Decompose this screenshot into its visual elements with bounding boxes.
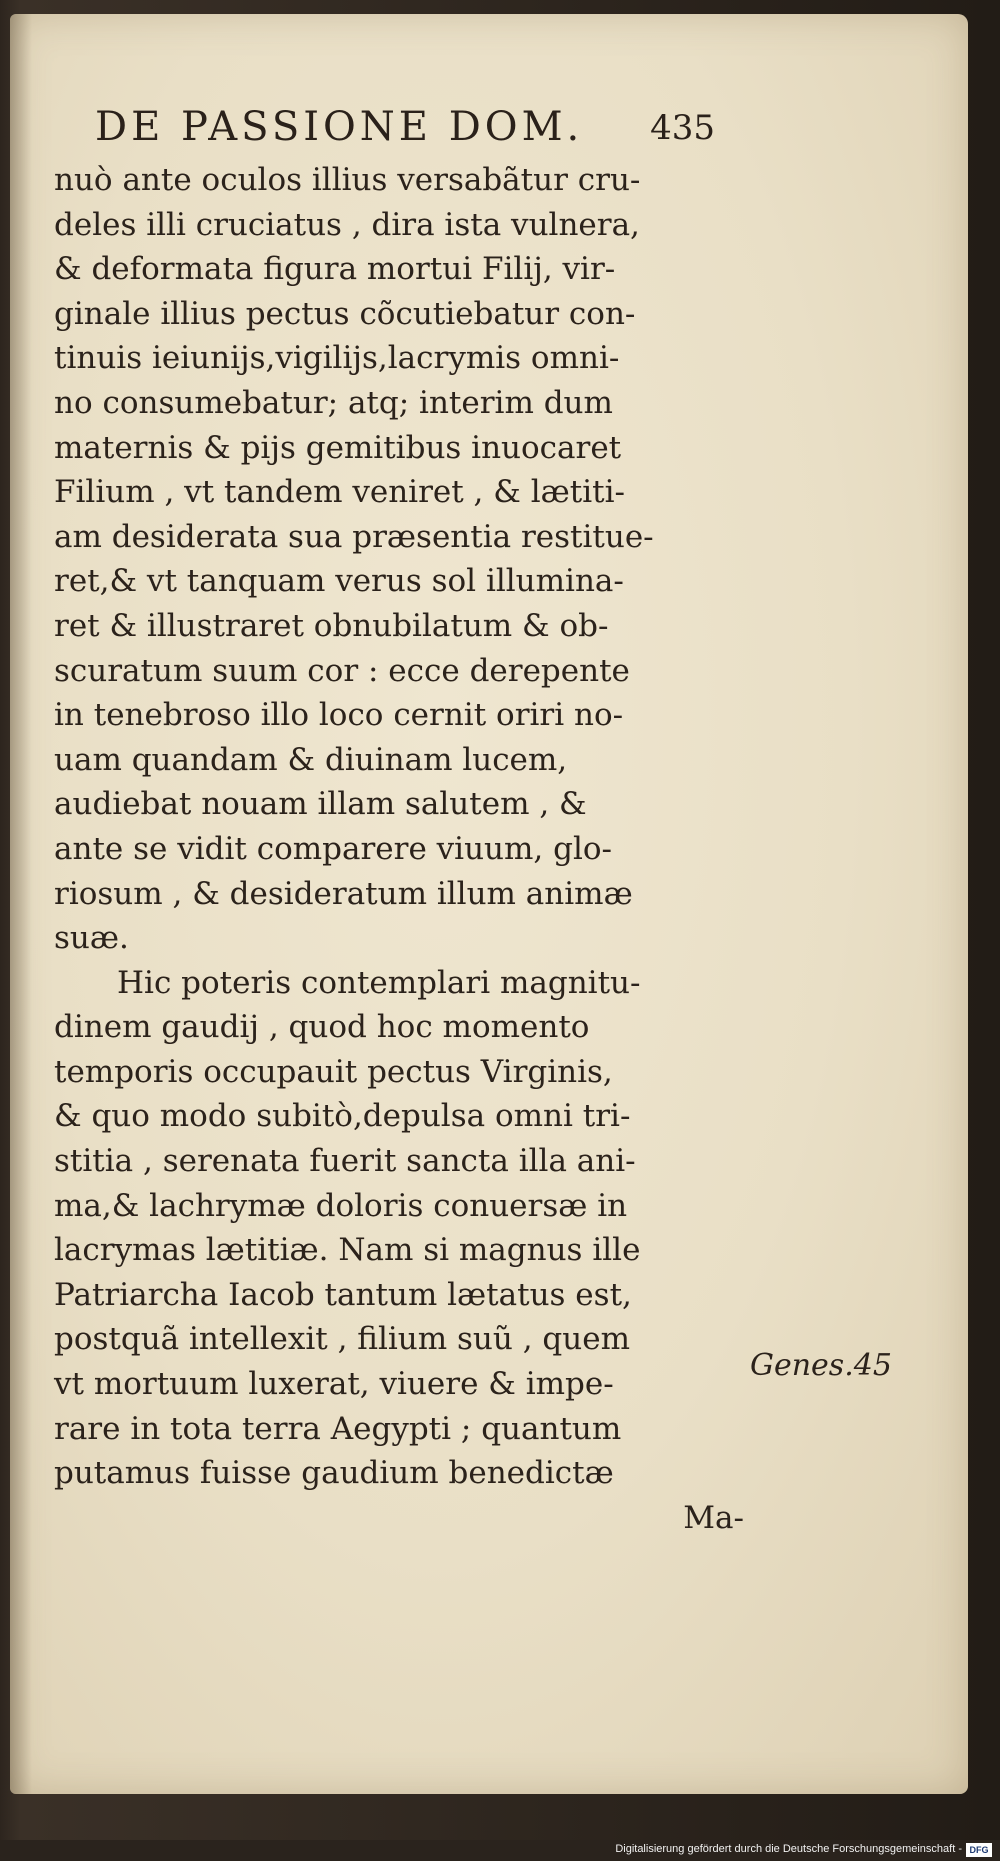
text-line: rare in tota terra Aegypti ; quantum bbox=[54, 1410, 622, 1447]
text-line: suæ. bbox=[54, 920, 129, 957]
text-line: nuò ante oculos illius versabãtur cru- bbox=[54, 162, 641, 198]
running-title: DE PASSIONE DOM. bbox=[95, 104, 584, 150]
text-line: vt mortuum luxerat, viuere & impe- bbox=[54, 1366, 614, 1403]
text-line: in tenebroso illo loco cernit oriri no- bbox=[54, 697, 624, 734]
digitization-credit: Digitalisierung gefördert durch die Deutsche Forschungsgemeinschaft - bbox=[615, 1843, 962, 1855]
text-line: deles illi cruciatus , dira ista vulnera, bbox=[54, 206, 640, 243]
running-header bbox=[95, 104, 715, 154]
text-line: uam quandam & diuinam lucem, bbox=[54, 741, 568, 778]
text-line: dinem gaudij , quod hoc momento bbox=[54, 1009, 590, 1046]
catchword: Ma- bbox=[683, 1499, 744, 1536]
paragraph-first-line: Hic poteris contemplari magnitu- bbox=[117, 964, 641, 1001]
text-line: Filium , vt tandem veniret , & lætiti- bbox=[54, 474, 625, 511]
text-line: ret & illustraret obnubilatum & ob- bbox=[54, 607, 609, 644]
text-line: ginale illius pectus cõcutiebatur con- bbox=[54, 295, 636, 332]
page-gutter-shadow bbox=[10, 14, 32, 1794]
text-line: lacrymas lætitiæ. Nam si magnus ille bbox=[54, 1232, 641, 1269]
dfg-logo: DFG bbox=[966, 1843, 992, 1857]
text-line: putamus fuisse gaudium benedictæ bbox=[54, 1455, 614, 1492]
text-line: no consumebatur; atq; interim dum bbox=[54, 384, 613, 421]
text-line: Patriarcha Iacob tantum lætatus est, bbox=[54, 1276, 632, 1313]
text-line: ante se vidit comparere viuum, glo- bbox=[54, 830, 612, 867]
text-line: ma,& lachrymæ doloris conuersæ in bbox=[54, 1187, 628, 1224]
text-line: ret,& vt tanquam verus sol illumina- bbox=[54, 563, 624, 600]
text-line: am desiderata sua præsentia restitue- bbox=[54, 518, 654, 555]
text-line: & quo modo subitò,depulsa omni tri- bbox=[54, 1098, 631, 1135]
text-line: postquã intellexit , filium suũ , quem bbox=[54, 1321, 630, 1358]
text-line: maternis & pijs gemitibus inuocaret bbox=[54, 429, 622, 466]
text-line: audiebat nouam illam salutem , & bbox=[54, 786, 587, 823]
main-text bbox=[54, 158, 744, 1540]
text-line: tinuis ieiunijs,vigilijs,lacrymis omni- bbox=[54, 340, 620, 377]
text-line: stitia , serenata fuerit sancta illa ani- bbox=[54, 1143, 636, 1180]
text-line: & deformata figura mortui Filij, vir- bbox=[54, 251, 616, 288]
text-line: temporis occupauit pectus Virginis, bbox=[54, 1053, 613, 1090]
page-number: 435 bbox=[650, 108, 715, 148]
margin-note: Genes.45 bbox=[750, 1348, 892, 1383]
text-line: scuratum suum cor : ecce derepente bbox=[54, 652, 630, 689]
text-line: riosum , & desideratum illum animæ bbox=[54, 875, 633, 912]
